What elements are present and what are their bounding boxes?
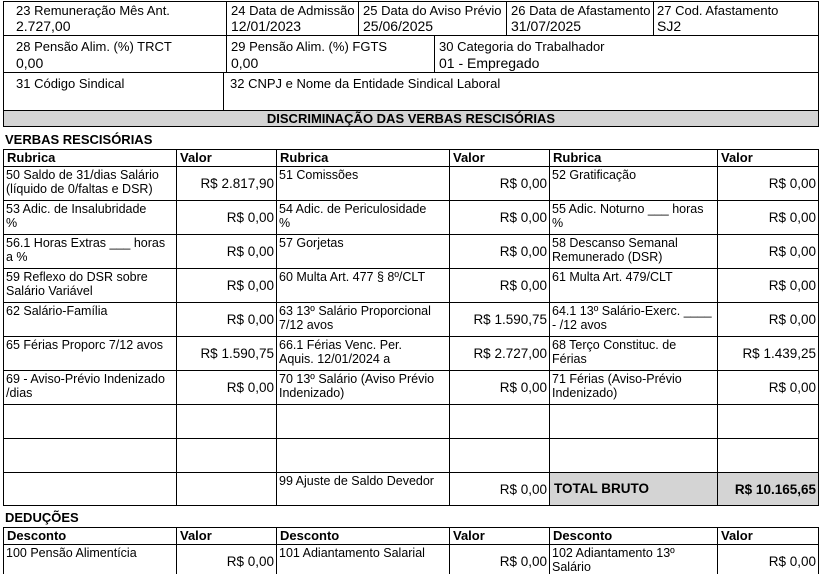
- desconto-valor-text: R$ 0,00: [499, 554, 547, 569]
- valor-cell: [449, 166, 549, 200]
- col-header-rubrica: Rubrica: [549, 149, 717, 166]
- empty-cell: [3, 404, 176, 438]
- rubrica-cell: [3, 166, 176, 200]
- col-header-rubrica: Rubrica: [3, 149, 176, 166]
- field-value: 01 - Empregado: [439, 55, 540, 71]
- empty-cell: [717, 404, 819, 438]
- rubrica-cell: [3, 268, 176, 302]
- total-bruto-label-cell: [549, 472, 717, 506]
- desconto-cell: [549, 544, 717, 574]
- field-cnpj-sindical: [223, 72, 819, 110]
- valor-text: R$ 0,00: [768, 176, 816, 191]
- valor-cell: [717, 370, 819, 404]
- desconto-text: 102 Adiantamento 13º Salário: [552, 546, 675, 574]
- rubrica-cell: [276, 200, 449, 234]
- field-label: 25 Data do Aviso Prévio: [363, 3, 502, 18]
- rubrica-cell: [3, 370, 176, 404]
- valor-cell: [449, 302, 549, 336]
- col-header-valor: Valor: [449, 149, 549, 166]
- ajuste-value: R$ 0,00: [499, 482, 547, 497]
- empty-cell: [276, 438, 449, 472]
- valor-cell: [717, 200, 819, 234]
- desconto-valor-cell: [176, 544, 276, 574]
- field-label: 27 Cod. Afastamento: [657, 3, 779, 18]
- valor-text: R$ 0,00: [499, 210, 547, 225]
- field-label: 32 CNPJ e Nome da Entidade Sindical Laboral: [230, 76, 501, 91]
- valor-text: R$ 0,00: [499, 176, 547, 191]
- rubrica-text: 54 Adic. de Periculosidade %: [279, 202, 427, 230]
- valor-cell: [717, 336, 819, 370]
- valor-text: R$ 1.590,75: [473, 312, 547, 327]
- rubrica-text: 50 Saldo de 31/dias Salário (líquido de 0/faltas e DSR): [6, 168, 159, 196]
- header-row-1: [3, 1, 819, 35]
- rubrica-cell: [549, 370, 717, 404]
- field-value: 31/07/2025: [511, 18, 582, 34]
- rubrica-text: 53 Adic. de Insalubridade %: [6, 202, 147, 230]
- empty-cell: [449, 404, 549, 438]
- desconto-text: 100 Pensão Alimentícia: [6, 546, 137, 560]
- total-bruto-value: R$ 10.165,65: [734, 482, 816, 497]
- valor-cell: [176, 370, 276, 404]
- rubrica-text: 62 Salário-Família: [6, 304, 108, 318]
- ajuste-label: 99 Ajuste de Saldo Devedor: [279, 474, 434, 488]
- field-data-aviso: [358, 1, 506, 35]
- field-cod-afastamento: [653, 1, 819, 35]
- field-value: 0,00: [231, 55, 259, 71]
- col-header-desconto: Desconto: [549, 527, 717, 544]
- verbas-section-title: VERBAS RESCISÓRIAS: [5, 132, 153, 147]
- valor-cell: [176, 234, 276, 268]
- desconto-valor-text: R$ 0,00: [768, 554, 816, 569]
- valor-text: R$ 2.817,90: [200, 176, 274, 191]
- valor-text: R$ 0,00: [226, 312, 274, 327]
- rubrica-text: 52 Gratificação: [552, 168, 637, 182]
- valor-cell: [449, 370, 549, 404]
- valor-text: R$ 2.727,00: [473, 346, 547, 361]
- valor-text: R$ 0,00: [499, 278, 547, 293]
- ajuste-cell: [276, 472, 449, 506]
- rubrica-text: 56.1 Horas Extras ___ horas a %: [6, 236, 166, 264]
- valor-cell: [449, 336, 549, 370]
- empty-cell: [3, 472, 176, 506]
- col-header-valor: Valor: [717, 149, 819, 166]
- desconto-cell: [276, 544, 449, 574]
- valor-text: R$ 0,00: [768, 244, 816, 259]
- valor-cell: [449, 268, 549, 302]
- field-data-afastamento: [506, 1, 653, 35]
- rubrica-text: 55 Adic. Noturno ___ horas %: [552, 202, 704, 230]
- rubrica-text: 51 Comissões: [279, 168, 359, 182]
- field-pensao-trct: [3, 35, 226, 72]
- rubrica-cell: [549, 268, 717, 302]
- rubrica-text: 58 Descanso Semanal Remunerado (DSR): [552, 236, 678, 264]
- valor-text: R$ 1.590,75: [200, 346, 274, 361]
- field-label: 24 Data de Admissão: [231, 3, 355, 18]
- rubrica-text: 64.1 13º Salário-Exerc. ____ - /12 avos: [552, 304, 712, 332]
- field-value: 0,00: [16, 55, 44, 71]
- valor-text: R$ 0,00: [226, 210, 274, 225]
- rubrica-cell: [549, 166, 717, 200]
- rubrica-cell: [3, 336, 176, 370]
- rubrica-text: 66.1 Férias Venc. Per. Aquis. 12/01/2024 a: [279, 338, 402, 366]
- col-header-desconto: Desconto: [3, 527, 176, 544]
- valor-cell: [176, 200, 276, 234]
- field-label: 31 Código Sindical: [16, 76, 125, 91]
- deducoes-section-title: DEDUÇÕES: [5, 510, 79, 525]
- valor-text: R$ 0,00: [226, 380, 274, 395]
- empty-cell: [176, 472, 276, 506]
- valor-text: R$ 0,00: [499, 244, 547, 259]
- valor-cell: [449, 200, 549, 234]
- rubrica-cell: [3, 234, 176, 268]
- empty-cell: [176, 438, 276, 472]
- valor-cell: [717, 302, 819, 336]
- empty-cell: [549, 438, 717, 472]
- field-label: 28 Pensão Alim. (%) TRCT: [16, 39, 172, 54]
- desconto-valor-text: R$ 0,00: [226, 554, 274, 569]
- valor-text: R$ 0,00: [768, 210, 816, 225]
- rubrica-text: 59 Reflexo do DSR sobre Salário Variável: [6, 270, 148, 298]
- field-label: 29 Pensão Alim. (%) FGTS: [231, 39, 388, 54]
- field-value: 25/06/2025: [363, 18, 434, 34]
- field-label: 26 Data de Afastamento: [511, 3, 651, 18]
- col-header-valor: Valor: [717, 527, 819, 544]
- desconto-valor-cell: [717, 544, 819, 574]
- verbas-table: [3, 149, 819, 508]
- field-value: 2.727,00: [16, 18, 71, 34]
- valor-cell: [717, 166, 819, 200]
- rubrica-text: 69 - Aviso-Prévio Indenizado /dias: [6, 372, 165, 400]
- rubrica-cell: [549, 234, 717, 268]
- rubrica-cell: [276, 302, 449, 336]
- header-row-2: [3, 35, 819, 72]
- field-codigo-sindical: [3, 72, 223, 110]
- valor-text: R$ 0,00: [226, 278, 274, 293]
- valor-text: R$ 1.439,25: [742, 346, 816, 361]
- col-header-desconto: Desconto: [276, 527, 449, 544]
- empty-cell: [717, 438, 819, 472]
- ajuste-value-cell: [449, 472, 549, 506]
- empty-cell: [449, 438, 549, 472]
- desconto-cell: [3, 544, 176, 574]
- field-value: SJ2: [657, 18, 682, 34]
- rubrica-text: 65 Férias Proporc 7/12 avos: [6, 338, 164, 352]
- valor-text: R$ 0,00: [768, 312, 816, 327]
- desconto-text: 101 Adiantamento Salarial: [279, 546, 425, 560]
- rubrica-text: 57 Gorjetas: [279, 236, 344, 250]
- field-label: 30 Categoria do Trabalhador: [439, 39, 605, 54]
- rubrica-cell: [549, 302, 717, 336]
- valor-cell: [176, 336, 276, 370]
- rubrica-cell: [549, 200, 717, 234]
- field-label: 23 Remuneração Mês Ant.: [16, 3, 170, 18]
- rubrica-text: 61 Multa Art. 479/CLT: [552, 270, 673, 284]
- field-categoria: [434, 35, 819, 72]
- rubrica-cell: [276, 336, 449, 370]
- desconto-valor-cell: [449, 544, 549, 574]
- total-bruto-value-cell: [717, 472, 819, 506]
- rubrica-cell: [276, 268, 449, 302]
- col-header-valor: Valor: [176, 527, 276, 544]
- empty-cell: [176, 404, 276, 438]
- valor-cell: [449, 234, 549, 268]
- header-row-3: [3, 72, 819, 110]
- rubrica-cell: [276, 234, 449, 268]
- discriminacao-banner: DISCRIMINAÇÃO DAS VERBAS RESCISÓRIAS: [3, 110, 819, 127]
- field-pensao-fgts: [226, 35, 434, 72]
- rubrica-cell: [276, 370, 449, 404]
- valor-cell: [176, 166, 276, 200]
- valor-text: R$ 0,00: [499, 380, 547, 395]
- rubrica-cell: [3, 302, 176, 336]
- rubrica-cell: [276, 166, 449, 200]
- total-bruto-label: TOTAL BRUTO: [554, 481, 650, 496]
- valor-text: R$ 0,00: [768, 278, 816, 293]
- rubrica-cell: [3, 200, 176, 234]
- valor-text: R$ 0,00: [226, 244, 274, 259]
- rubrica-text: 70 13º Salário (Aviso Prévio Indenizado): [279, 372, 435, 400]
- rubrica-text: 63 13º Salário Proporcional 7/12 avos: [279, 304, 431, 332]
- rubrica-text: 60 Multa Art. 477 § 8º/CLT: [279, 270, 426, 284]
- col-header-valor: Valor: [449, 527, 549, 544]
- rubrica-cell: [549, 336, 717, 370]
- valor-cell: [176, 268, 276, 302]
- valor-cell: [176, 302, 276, 336]
- col-header-rubrica: Rubrica: [276, 149, 449, 166]
- field-remuneracao: [3, 1, 226, 35]
- valor-cell: [717, 234, 819, 268]
- valor-text: R$ 0,00: [768, 380, 816, 395]
- rubrica-text: 68 Terço Constituc. de Férias: [552, 338, 677, 366]
- rubrica-text: 71 Férias (Aviso-Prévio Indenizado): [552, 372, 682, 400]
- col-header-valor: Valor: [176, 149, 276, 166]
- field-data-admissao: [226, 1, 358, 35]
- empty-cell: [276, 404, 449, 438]
- valor-cell: [717, 268, 819, 302]
- field-value: 12/01/2023: [231, 18, 302, 34]
- empty-cell: [549, 404, 717, 438]
- deducoes-table: [3, 527, 819, 574]
- empty-cell: [3, 438, 176, 472]
